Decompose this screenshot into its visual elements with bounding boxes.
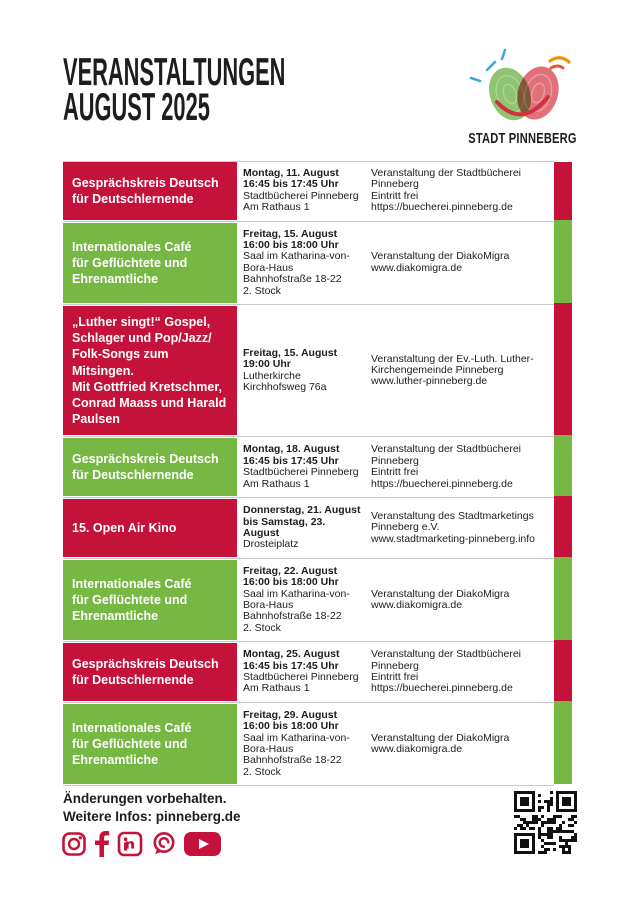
social-links [61,830,221,857]
stadt-pinneberg-logo [450,48,590,147]
instagram-icon[interactable] [61,831,87,857]
footer-note-line2: Weitere Infos: pinneberg.de [63,809,241,824]
page-title-line2: AUGUST 2025 [63,86,210,129]
event-org-line: Eintritt frei [371,189,419,202]
event-title-cell: Internationales Café für Geflüchtete und Ehrenamtliche [63,560,237,640]
page-title-line1: VERANSTALTUNGEN [63,51,286,94]
event-when-cell: Freitag, 15. August 19:00 Uhr Lutherkirche Kirchhofsweg 76a [237,306,368,435]
footer-note [63,790,241,826]
event-org-line: Pinneberg e.V. [371,521,440,534]
event-when-cell: Montag, 11. August 16:45 bis 17:45 Uhr Stadtbücherei Pinneberg Am Rathaus 1 [237,162,368,220]
event-link[interactable]: www.luther-pinneberg.de [371,375,488,388]
event-row [63,306,572,435]
event-link[interactable]: www.diakomigra.de [371,743,463,756]
event-org-cell [368,704,554,784]
fingerprint-heart-icon [450,111,590,128]
event-org-cell [368,162,554,220]
event-title-cell: Internationales Café für Geflüchtete und Ehrenamtliche [63,704,237,784]
row-color-strip [554,303,572,435]
event-when-cell: Montag, 25. August 16:45 bis 17:45 Uhr Stadtbücherei Pinneberg Am Rathaus 1 [237,643,368,701]
event-org-line: Veranstaltung der Stadtbücherei [371,443,522,456]
event-org-cell [368,306,554,435]
row-color-strip [554,162,572,220]
event-title-cell: 15. Open Air Kino [63,499,237,557]
row-color-strip [554,435,572,496]
row-color-strip [554,557,572,640]
event-title-cell: Gesprächskreis Deutsch für Deutschlernende [63,162,237,220]
event-org-cell [368,438,554,496]
event-org-line: Pinneberg [371,178,419,191]
youtube-icon[interactable] [184,831,221,857]
events-table [63,162,572,786]
event-org-line: Kirchengemeinde Pinneberg [371,364,504,377]
row-color-strip [554,701,572,784]
event-row [63,643,572,701]
event-org-cell [368,560,554,640]
event-when-cell: Freitag, 15. August 16:00 bis 18:00 Uhr Saal im Katharina-von- Bora-Haus Bahnhofstraße 18-22 2. Stock [237,223,368,303]
event-org-line: Veranstaltung der DiakoMigra [371,587,510,600]
event-link[interactable]: https://buecherei.pinneberg.de [371,477,513,490]
event-row [63,438,572,496]
event-title-cell: Internationales Café für Geflüchtete und Ehrenamtliche [63,223,237,303]
event-row [63,499,572,557]
event-org-line: Veranstaltung der Ev.-Luth. Luther- [371,352,534,365]
facebook-icon[interactable] [94,831,110,857]
event-org-line: Pinneberg [371,659,419,672]
linkedin-icon[interactable] [117,831,143,857]
event-when-cell: Freitag, 22. August 16:00 bis 18:00 Uhr Saal im Katharina-von- Bora-Haus Bahnhofstraße 18-22 2. Stock [237,560,368,640]
event-org-cell [368,499,554,557]
event-org-line: Veranstaltung der Stadtbücherei [371,167,522,179]
whatsapp-icon[interactable] [150,830,177,857]
event-link[interactable]: https://buecherei.pinneberg.de [371,682,513,695]
event-title-cell: Gesprächskreis Deutsch für Deutschlernende [63,438,237,496]
event-org-line: Eintritt frei [371,466,419,479]
event-link[interactable]: https://buecherei.pinneberg.de [371,201,513,214]
page-title [63,51,286,129]
event-org-line: Eintritt frei [371,670,419,683]
event-row [63,223,572,303]
event-org-cell [368,643,554,701]
event-org-line: Veranstaltung der DiakoMigra [371,250,510,263]
event-when-cell: Montag, 18. August 16:45 bis 17:45 Uhr Stadtbücherei Pinneberg Am Rathaus 1 [237,438,368,496]
event-org-line: Veranstaltung des Stadtmarketings [371,509,534,522]
event-link[interactable]: www.diakomigra.de [371,598,463,611]
event-title-cell: „Luther singt!“ Gospel, Schlager und Pop/Jazz/ Folk-Songs zum Mitsingen. Mit Gottfried Kretschmer, Conrad Maass und Harald Paulsen [63,306,237,435]
logo-caption: STADT PINNEBERG [468,130,577,147]
row-color-strip [554,496,572,557]
event-link[interactable]: www.diakomigra.de [371,261,463,274]
qr-code [514,791,577,854]
event-row [63,560,572,640]
event-row [63,162,572,220]
event-row [63,704,572,784]
event-when-cell: Freitag, 29. August 16:00 bis 18:00 Uhr Saal im Katharina-von- Bora-Haus Bahnhofstraße 18-22 2. Stock [237,704,368,784]
event-when-cell: Donnerstag, 21. August bis Samstag, 23. August Drosteiplatz [237,499,368,557]
event-link[interactable]: www.stadtmarketing-pinneberg.info [371,532,536,545]
event-org-line: Veranstaltung der Stadtbücherei [371,648,522,661]
event-org-line: Veranstaltung der DiakoMigra [371,731,510,744]
event-title-cell: Gesprächskreis Deutsch für Deutschlernende [63,643,237,701]
event-org-line: Pinneberg [371,454,419,467]
footer-note-line1: Änderungen vorbehalten. [63,791,227,806]
row-color-strip [554,220,572,303]
event-org-cell [368,223,554,303]
row-color-strip [554,640,572,701]
